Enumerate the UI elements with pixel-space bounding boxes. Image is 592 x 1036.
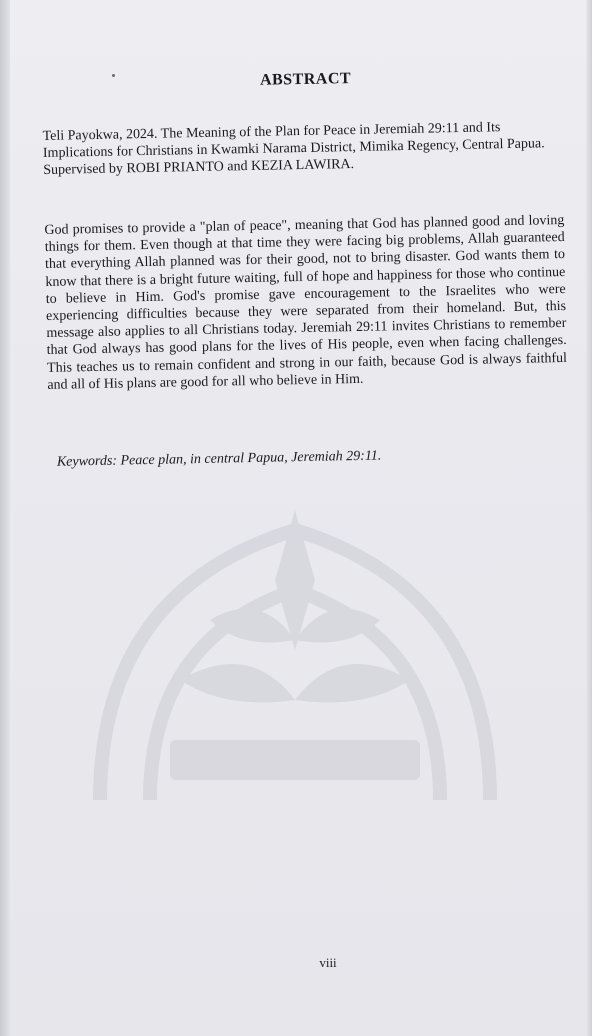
abstract-keywords: Keywords: Peace plan, in central Papua, Jeremiah 29:11. [56,448,382,470]
page-number: viii [319,955,337,970]
university-seal-watermark [60,470,530,830]
abstract-body: God promises to provide a "plan of peace", meaning that God has planned good and loving things for them. Even though at that time they were facing big problems, Allah guaranteed that everything Allah planned was for their good, not to bring disaster. God wants them to know that there is a bright future waiting, full of hope and happiness for those who continue to believe in Him. God's promise gave encouragement to the Israelites who were experiencing difficulties because they were separated from their homeland. But, this message also applies to all Christians today. Jeremiah 29:11 invites Christians to remember that God always has good plans for the lives of His people, even when facing challenges. This teaches us to remain confident and strong in our faith, because God is always faithful and all of His plans are good for all who believe in Him. [44,212,568,393]
page-left-edge [0,0,10,1036]
page-right-edge [586,0,592,1036]
abstract-citation: Teli Payokwa, 2024. The Meaning of the Plan for Peace in Jeremiah 29:11 and Its Implications for Christians in Kwamki Narama District, Mimika Regency, Central Papua. Supervised by ROBI PRIANTO and KEZIA LAWIRA. [42,120,545,178]
abstract-title: ABSTRACT [259,70,352,89]
